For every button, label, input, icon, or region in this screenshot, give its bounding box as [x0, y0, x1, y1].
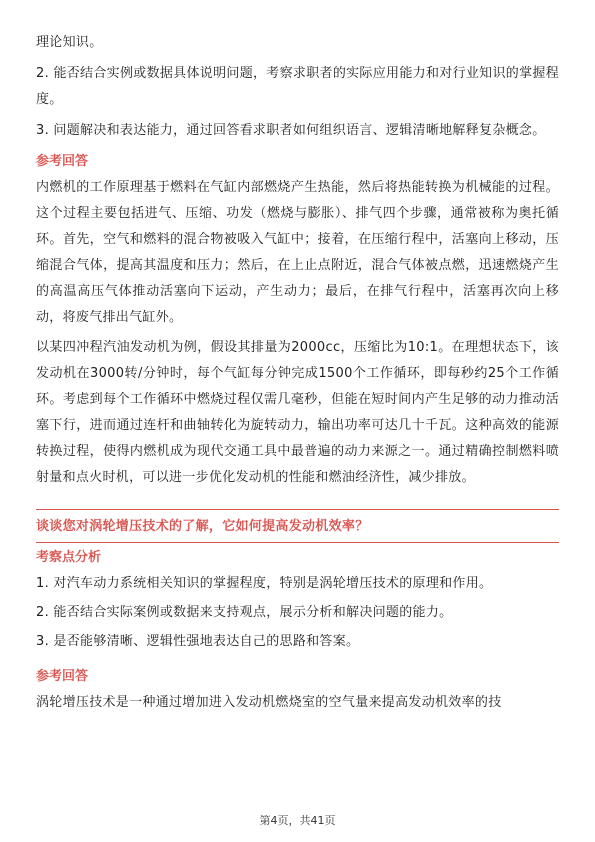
paragraph: 以某四冲程汽油发动机为例，假设其排量为2000cc，压缩比为10:1。在理想状态下，该发动机在3000转/分钟时，每个气缸每分钟完成1500个工作循环，即每秒约25个工作循环。考虑到每个工作循环中燃烧过程仅需几毫秒，但能在短时间内产生足够的动力推动活塞下行，进而通过连杆和曲轴转化为旋转动力，输出功率可达几十千瓦。这种高效的能源转换过程，使得内燃机成为现代交通工具中最普遍的动力来源之一。通过精确控制燃料喷射量和点火时机，可以进一步优化发动机的性能和燃油经济性，减少排放。	[36, 340, 559, 485]
document-body	[36, 30, 559, 716]
paragraph: 理论知识。	[36, 35, 103, 50]
divider	[36, 509, 559, 510]
page-number: 第4页，共41页	[259, 814, 336, 827]
paragraph: 涡轮增压技术是一种通过增加进入发动机燃烧室的空气量来提高发动机效率的技	[36, 695, 502, 710]
list-item: 2. 能否结合实际案例或数据来支持观点，展示分析和解决问题的能力。	[36, 605, 453, 620]
section-heading: 参考回答	[36, 669, 89, 684]
divider	[36, 542, 559, 543]
list-item: 1. 对汽车动力系统相关知识的掌握程度，特别是涡轮增压技术的原理和作用。	[36, 576, 493, 591]
paragraph: 2. 能否结合实例或数据具体说明问题，考察求职者的实际应用能力和对行业知识的掌握程度。	[36, 66, 559, 107]
question-title: 谈谈您对涡轮增压技术的了解，它如何提高发动机效率？	[36, 519, 369, 534]
list-item: 3. 是否能够清晰、逻辑性强地表达自己的思路和答案。	[36, 634, 360, 649]
paragraph: 3. 问题解决和表达能力，通过回答看求职者如何组织语言、逻辑清晰地解释复杂概念。	[36, 123, 546, 138]
section-heading: 考察点分析	[36, 550, 102, 565]
paragraph: 内燃机的工作原理基于燃料在气缸内部燃烧产生热能，然后将热能转换为机械能的过程。这个过程主要包括进气、压缩、功发（燃烧与膨胀）、排气四个步骤，通常被称为奥托循环。首先，空气和燃料的混合物被吸入气缸中；接着，在压缩行程中，活塞向上移动，压缩混合气体，提高其温度和压力；然后，在上止点附近，混合气体被点燃，迅速燃烧产生的高温高压气体推动活塞向下运动，产生动力；最后，在排气行程中，活塞再次向上移动，将废气排出气缸外。	[36, 180, 559, 325]
section-heading: 参考回答	[36, 154, 89, 169]
